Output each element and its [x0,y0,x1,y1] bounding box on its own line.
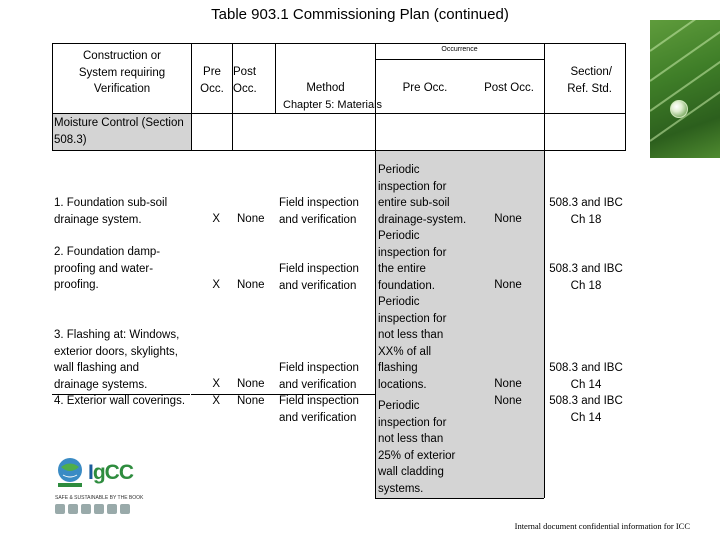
logo-tagline: SAFE & SUSTAINABLE BY THE BOOK [55,495,144,501]
row-post-occurrence: None [494,395,522,407]
water-drop-icon [670,100,688,118]
igcc-logo [55,455,144,517]
row-pre-occurrence: Periodic inspection for entire sub-soil drainage-system. [378,164,467,226]
globe-icon [55,455,85,489]
row-pre-mark: X [212,378,220,390]
row-reference: 508.3 and IBC Ch 14 [549,362,623,391]
row-post-occurrence: None [494,378,522,390]
table-row: 3. Flashing at: Windows, exterior doors, skylights, wall flashing and drainage systems. [54,329,180,391]
row-method: Field inspection and verification [279,362,359,391]
header-post-occurrence: Post Occ. [484,82,534,94]
row-reference: 508.3 and IBC Ch 18 [549,197,623,226]
row-pre-occurrence: Periodic inspection for not less than XX% of all flashing locations. [378,296,447,391]
row-reference: 508.3 and IBC Ch 18 [549,263,623,292]
table-row: 4. Exterior wall coverings. [54,395,186,407]
header-method: Method [306,82,345,94]
footer-note: Internal document confidential information for ICC [514,521,690,531]
page-title: Table 903.1 Commissioning Plan (continued) [211,6,509,23]
header-pre-occ: Pre Occ. [200,66,224,95]
row-pre-mark: X [212,279,220,291]
header-pre-occurrence: Pre Occ. [402,82,448,94]
row-post-occurrence: None [494,279,522,291]
row-post-value: None [237,378,265,390]
logo-letters: gCC [92,461,134,484]
row-post-value: None [237,395,265,407]
header-post-occ: Post Occ. [233,66,257,95]
row-pre-occurrence: Periodic inspection for not less than 25% of exterior wall cladding systems. [378,400,456,495]
header-construction: Construction or System requiring Verification [78,50,166,95]
partner-logos [55,504,135,514]
table-row: 1. Foundation sub-soil drainage system. [54,197,168,226]
row-method: Field inspection and verification [279,395,359,424]
row-method: Field inspection and verification [279,263,359,292]
row-post-occurrence: None [494,213,522,225]
row-post-value: None [237,213,265,225]
row-pre-mark: X [212,213,220,225]
header-section-ref: Section/ Ref. Std. [567,66,612,95]
row-method: Field inspection and verification [279,197,359,226]
row-post-value: None [237,279,265,291]
table-row: 2. Foundation damp- proofing and water- proofing. [54,246,161,291]
section-label: Moisture Control (Section 508.3) [54,117,184,146]
leaf-photo [650,20,720,158]
row-reference: 508.3 and IBC Ch 14 [549,395,623,424]
row-pre-mark: X [212,395,220,407]
chapter-label: Chapter 5: Materials [283,99,383,111]
row-pre-occurrence: Periodic inspection for the entire foundation. [378,230,447,292]
header-occurrence: Occurrence [441,46,478,53]
logo-letter-i: I [88,461,93,484]
